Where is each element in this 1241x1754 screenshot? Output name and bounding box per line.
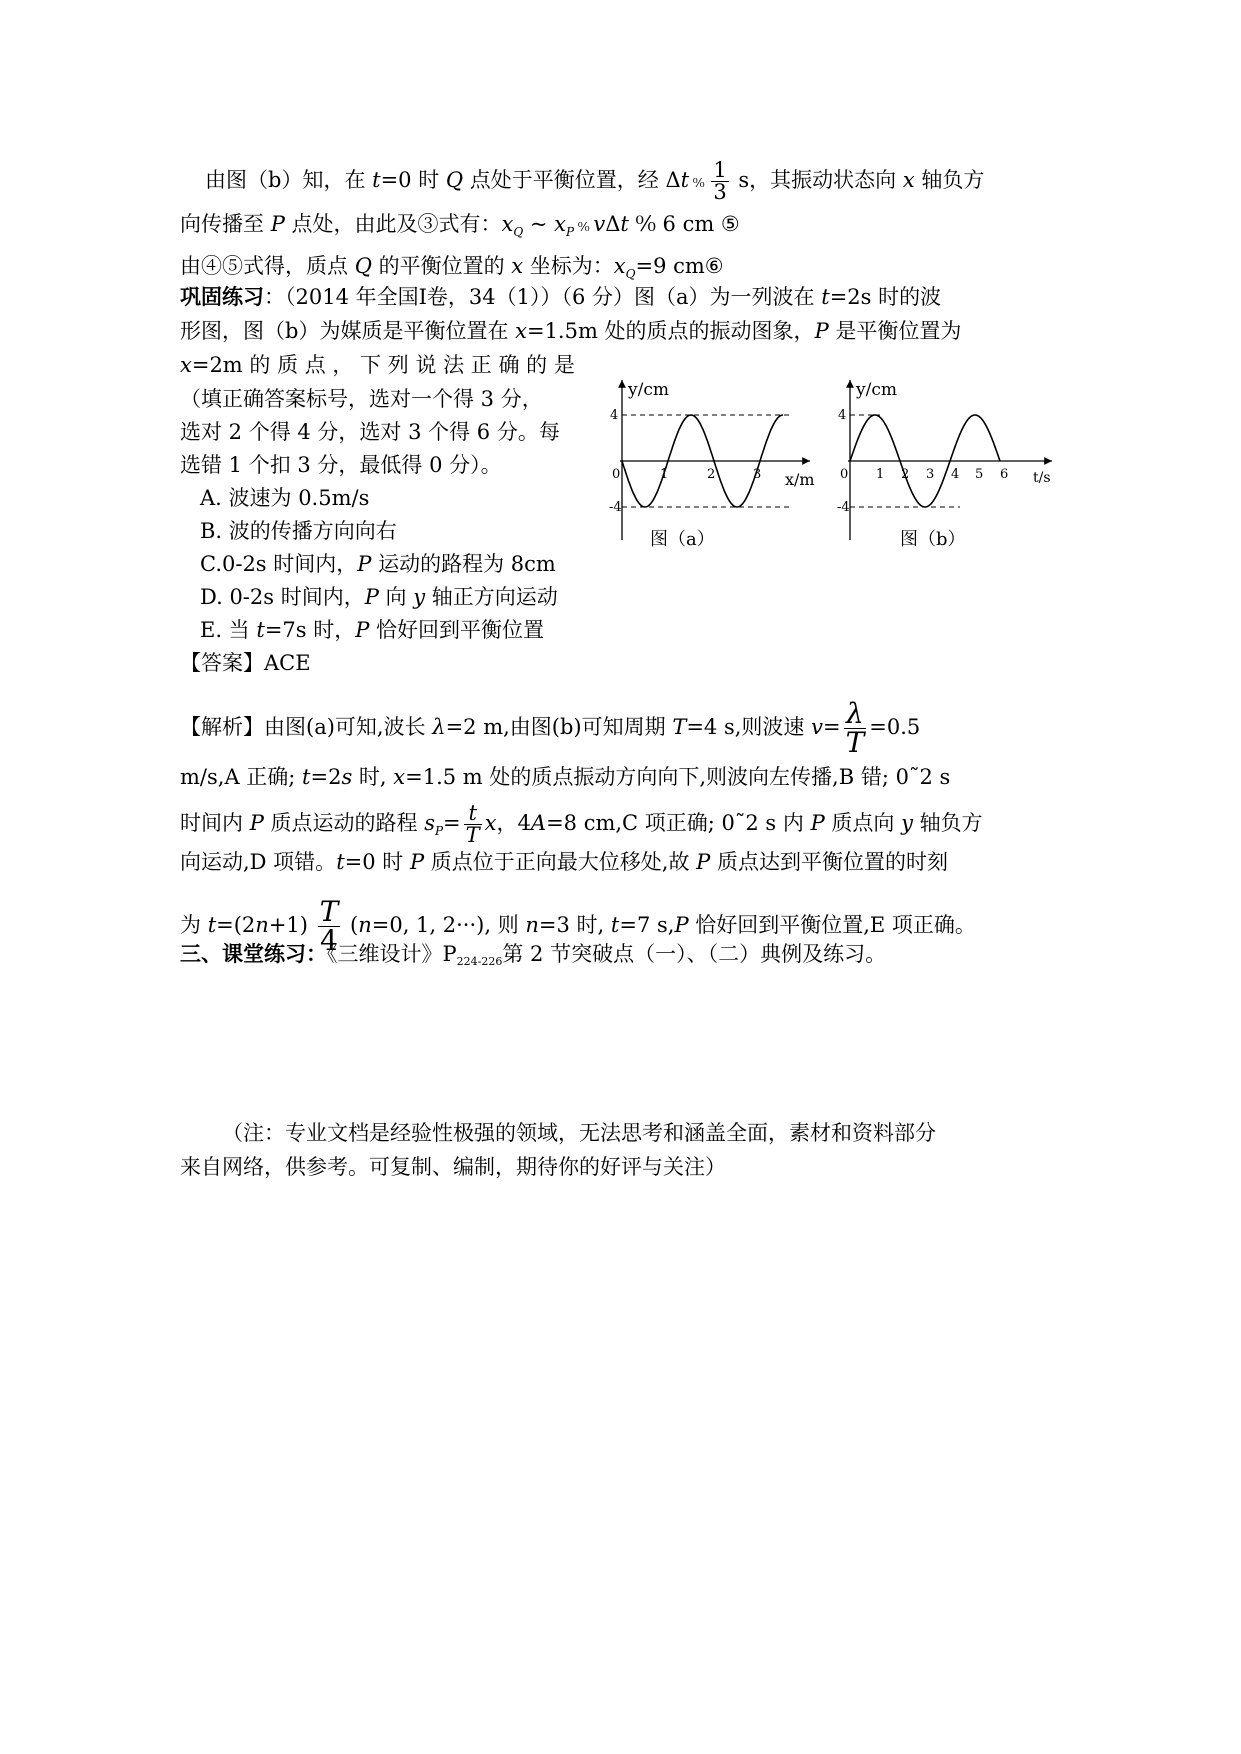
fig-b-xtick-4: 4 (951, 467, 960, 482)
exercise-line1: 巩固练习：（2014 年全国Ⅰ卷，34（1））（6 分）图（a）为一列波在 t=2s 时的波 (180, 284, 942, 309)
fig-a-ytick-4: 4 (610, 408, 619, 423)
exercise-title: 巩固练习 (180, 284, 264, 309)
fig-b-xtick-5: 5 (975, 467, 984, 482)
analysis-line4: 向运动,D 项错。t=0 时 P 质点位于正向最大位移处,故 P 质点达到平衡位置的时刻 (180, 850, 948, 874)
exercise-line2: 形图，图（b）为媒质是平衡位置在 x=1.5m 处的质点的振动图象，P 是平衡位置为 (180, 319, 962, 343)
block1-line1: 由图（b）知，在 t=0 时 Q 点处于平衡位置，经 Δt ⁰⁄₀ $\frac{1}{3}$ s，其振动状态向 x 轴负方 (205, 158, 985, 204)
fig-b-xtick-3: 3 (926, 467, 935, 482)
fig-b-xtick-0: 0 (840, 467, 849, 482)
fig-b-ylabel: y/cm (856, 380, 897, 400)
note-line2: 来自网络，供参考。可复制、编制，期待你的好评与关注） (180, 1155, 726, 1179)
fig-b-ytick-4: 4 (838, 408, 847, 423)
classroom-title: 三、课堂练习： (180, 941, 327, 966)
fraction-one-third: $\frac{1}{3}$ (713, 158, 727, 204)
fraction-lambda-over-t: $\frac{\lambda}{T}$ (845, 697, 865, 759)
fig-a-ylabel: y/cm (628, 380, 669, 400)
figure-b-vibration-graph (837, 375, 1060, 555)
fig-a-xtick-2: 2 (707, 467, 716, 482)
fraction-T-over-4: $\frac{T}{4}$ (319, 895, 339, 957)
fig-a-caption: 图（a） (650, 529, 715, 550)
fig-b-xlabel: t/s (1033, 470, 1051, 486)
fig-b-ytick-neg4: -4 (837, 500, 850, 515)
option-a: A. 波速为 0.5m/s (200, 486, 370, 510)
option-b: B. 波的传播方向向右 (200, 519, 397, 543)
fig-a-xlabel: x/m (785, 470, 815, 489)
fig-b-caption: 图（b） (900, 529, 966, 550)
fig-a-xtick-1: 1 (660, 467, 669, 482)
fig-b-xtick-6: 6 (1000, 467, 1009, 482)
exercise-line3: x=2m 的 质 点 ， 下 列 说 法 正 确 的 是 (180, 353, 575, 377)
analysis-line3: 时间内 P 质点运动的路程 $s_P=$ $\frac{t}{T}$ x，4A=8 cm,C 项正确; 0˜2 s 内 P 质点向 y 轴负方 (180, 801, 983, 847)
analysis-line2: m/s,A 正确; t=2s 时, x=1.5 m 处的质点振动方向向下,则波向左传播,B 错; 0˜2 s (180, 765, 951, 789)
figure-a-wave-graph (610, 375, 820, 555)
option-d: D. 0-2s 时间内，P 向 y 轴正方向运动 (200, 585, 558, 609)
option-c: C.0-2s 时间内，P 运动的路程为 8cm (200, 552, 556, 576)
fig-b-xtick-2: 2 (901, 467, 910, 482)
note-line1: （注：专业文档是经验性极强的领域，无法思考和涵盖全面，素材和资料部分 (222, 1121, 936, 1145)
fig-b-xtick-1: 1 (876, 467, 885, 482)
fig-a-xtick-3: 3 (753, 467, 762, 482)
option-e: E. 当 t=7s 时，P 恰好回到平衡位置 (200, 618, 545, 642)
fig-a-xtick-0: 0 (612, 467, 621, 482)
block1-line3: 由④⑤式得，质点 Q 的平衡位置的 x 坐标为：$x_Q=9$ cm⑥ (180, 254, 724, 281)
block1-line2: 向传播至 P 点处，由此及③式有：$x_Q$ ~ $x_P$ ⁰⁄₀ vΔt ⁰⁄₀ 6 cm ⑤ (180, 212, 740, 239)
classroom-practice: 三、课堂练习：《三维设计》P224-226第 2 节突破点（一）、（二）典例及练习。 (180, 941, 887, 968)
fig-a-ytick-neg4: -4 (609, 500, 622, 515)
fraction-t-over-T: $\frac{t}{T}$ (465, 801, 480, 847)
exercise-line6: 选错 1 个扣 3 分，最低得 0 分）。 (180, 453, 502, 477)
analysis-line5: 为 t=(2n+1) $\frac{T}{4}$ (n=0, 1, 2···), 则 n=3 时, t=7 s,P 恰好回到平衡位置,E 项正确。 (180, 895, 976, 957)
exercise-line4: （填正确答案标号，选对一个得 3 分， (180, 387, 543, 411)
exercise-line5: 选对 2 个得 4 分，选对 3 个得 6 分。每 (180, 420, 560, 444)
answer: 【答案】ACE (180, 651, 311, 675)
analysis-line1: 【解析】由图(a)可知,波长 λ=2 m,由图(b)可知周期 T=4 s,则波速 v= $\frac{\lambda}{T}$ =0.5 (180, 697, 921, 759)
